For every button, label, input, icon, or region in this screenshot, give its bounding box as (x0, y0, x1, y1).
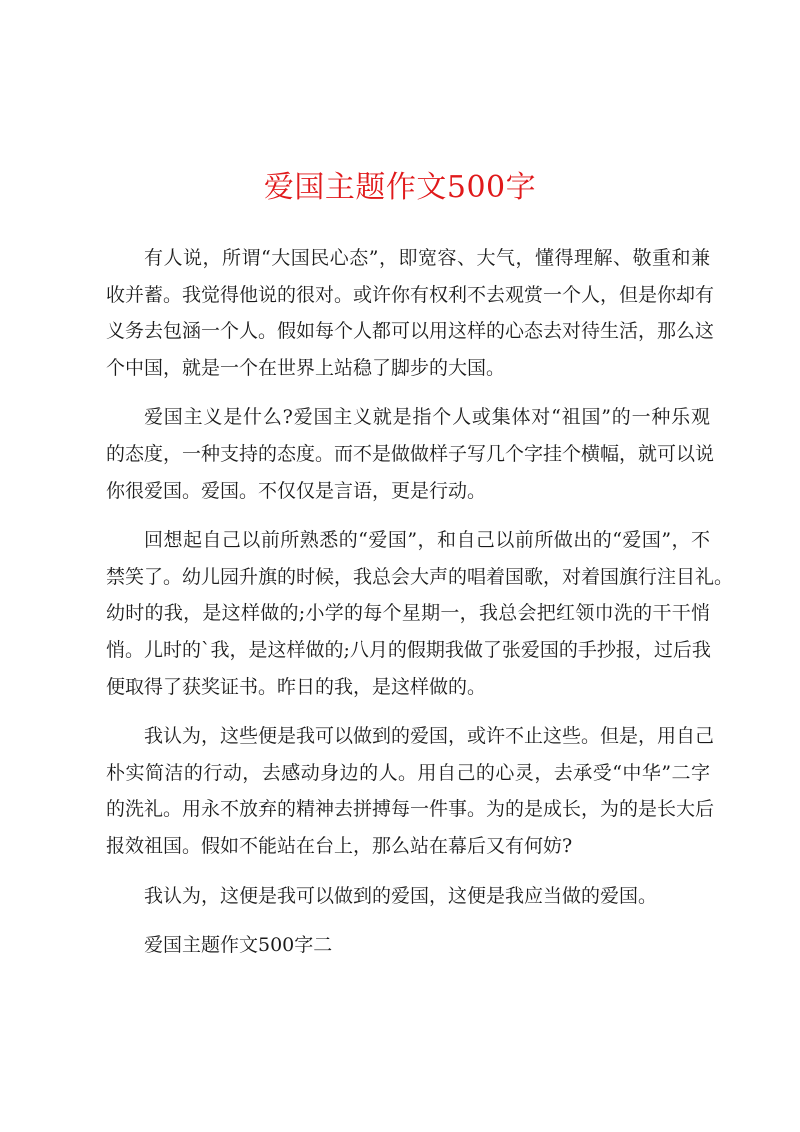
paragraph-line: 有人说，所谓“大国民心态”，即宽容、大气，懂得理解、敬重和兼 (144, 247, 710, 269)
paragraph-line: 我认为，这便是我可以做到的爱国，这便是我应当做的爱国。 (144, 884, 658, 907)
paragraph-line: 我认为，这些便是我可以做到的爱国，或许不止这些。但是，用自己 (144, 725, 715, 748)
document-title: 爱国主题作文500字 (263, 170, 537, 205)
paragraph-line: 禁笑了。幼儿园升旗的时候，我总会大声的唱着国歌，对着国旗行注目礼。 (106, 565, 734, 588)
paragraph-line: 爱国主题作文500字二 (144, 934, 333, 957)
paragraph (106, 718, 715, 864)
paragraph-line: 回想起自己以前所熟悉的“爱国”，和自己以前所做出的“爱国”，不 (144, 529, 710, 552)
paragraph-line: 悄。儿时的`我，是这样做的;八月的假期我做了张爱国的手抄报，过后我 (106, 638, 711, 661)
paragraph (106, 522, 734, 705)
paragraph-line: 的洗礼。用永不放弃的精神去拼搏每一件事。为的是成长，为的是长大后 (106, 798, 715, 821)
paragraph (106, 878, 710, 915)
paragraph-line: 收并蓄。我觉得他说的很对。或许你有权利不去观赏一个人，但是你却有 (106, 283, 715, 306)
paragraph-line: 个中国，就是一个在世界上站稳了脚步的大国。 (106, 356, 506, 379)
paragraph-line: 报效祖国。假如不能站在台上，那么站在幕后又有何妨? (106, 834, 573, 857)
paragraph-line: 义务去包涵一个人。假如每个人都可以用这样的心态去对待生活，那么这 (106, 320, 715, 343)
paragraph-line: 的态度，一种支持的态度。而不是做做样子写几个字挂个横幅，就可以说 (106, 442, 715, 465)
paragraph-line: 你很爱国。爱国。不仅仅是言语，更是行动。 (106, 479, 487, 502)
paragraph-line: 朴实简洁的行动，去感动身边的人。用自己的心灵，去承受“中华”二字 (106, 761, 710, 784)
paragraph-line: 爱国主义是什么?爱国主义就是指个人或集体对“祖国”的一种乐观 (144, 406, 710, 429)
paragraph (106, 240, 715, 386)
paragraph (106, 399, 715, 509)
paragraph-line: 幼时的我，是这样做的;小学的每个星期一，我总会把红领巾洗的干干悄 (106, 602, 710, 625)
section-heading (106, 927, 710, 964)
paragraph-line: 便取得了获奖证书。昨日的我，是这样做的。 (106, 675, 487, 698)
document-body (106, 240, 734, 964)
